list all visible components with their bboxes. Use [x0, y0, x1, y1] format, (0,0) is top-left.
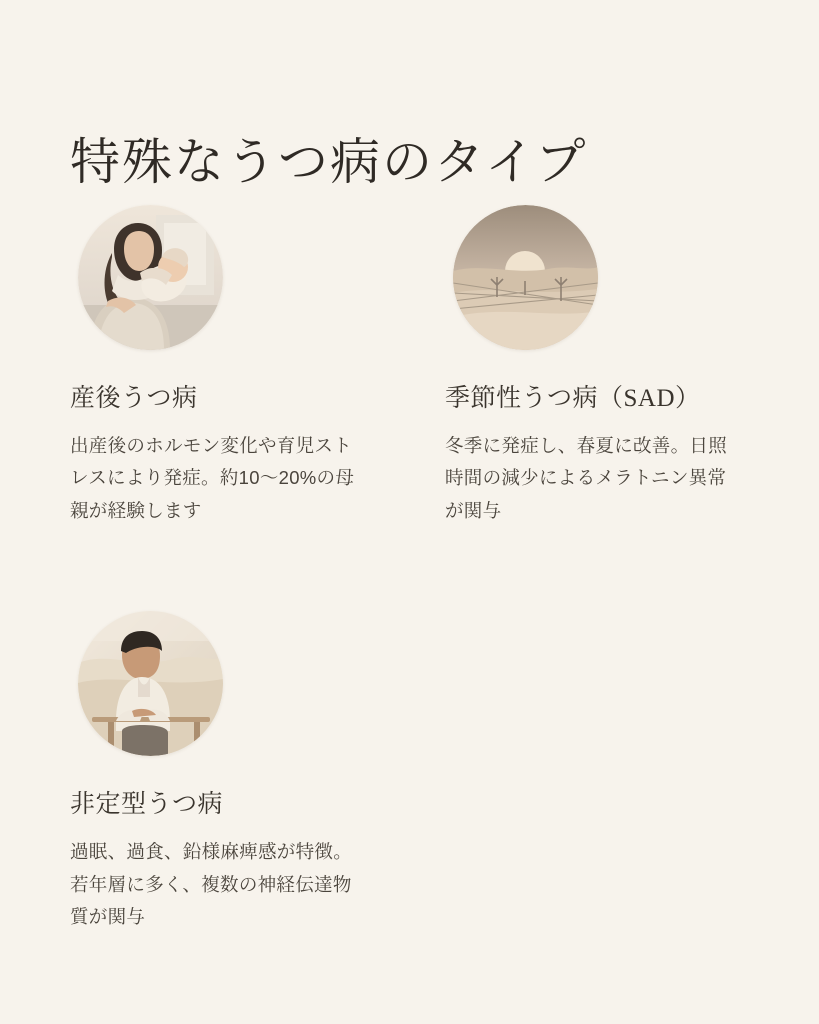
card-title: 産後うつ病 [70, 385, 198, 412]
card-row-1 [70, 205, 750, 527]
card-row-2 [70, 611, 750, 933]
winter-sunset-landscape-illustration [453, 205, 598, 350]
card-body: 出産後のホルモン変化や育児ストレスにより発症。約10〜20%の母親が経験します [70, 435, 355, 521]
page-title: 特殊なうつ病のタイプ [70, 133, 588, 190]
mother-holding-baby-illustration [78, 205, 223, 350]
card-atypical-depression [70, 611, 375, 933]
card-body: 冬季に発症し、春夏に改善。日照時間の減少によるメラトニン異常が関与 [445, 435, 728, 521]
card-body: 過眠、過食、鉛様麻痺感が特徴。若年層に多く、複数の神経伝達物質が関与 [70, 841, 353, 927]
card-grid [70, 205, 750, 933]
card-seasonal-affective-disorder [445, 205, 750, 527]
card-title: 非定型うつ病 [70, 791, 224, 819]
card-postpartum-depression [70, 205, 375, 527]
card-title: 季節性うつ病（SAD） [445, 385, 701, 412]
man-sitting-at-desk-illustration [78, 611, 223, 756]
